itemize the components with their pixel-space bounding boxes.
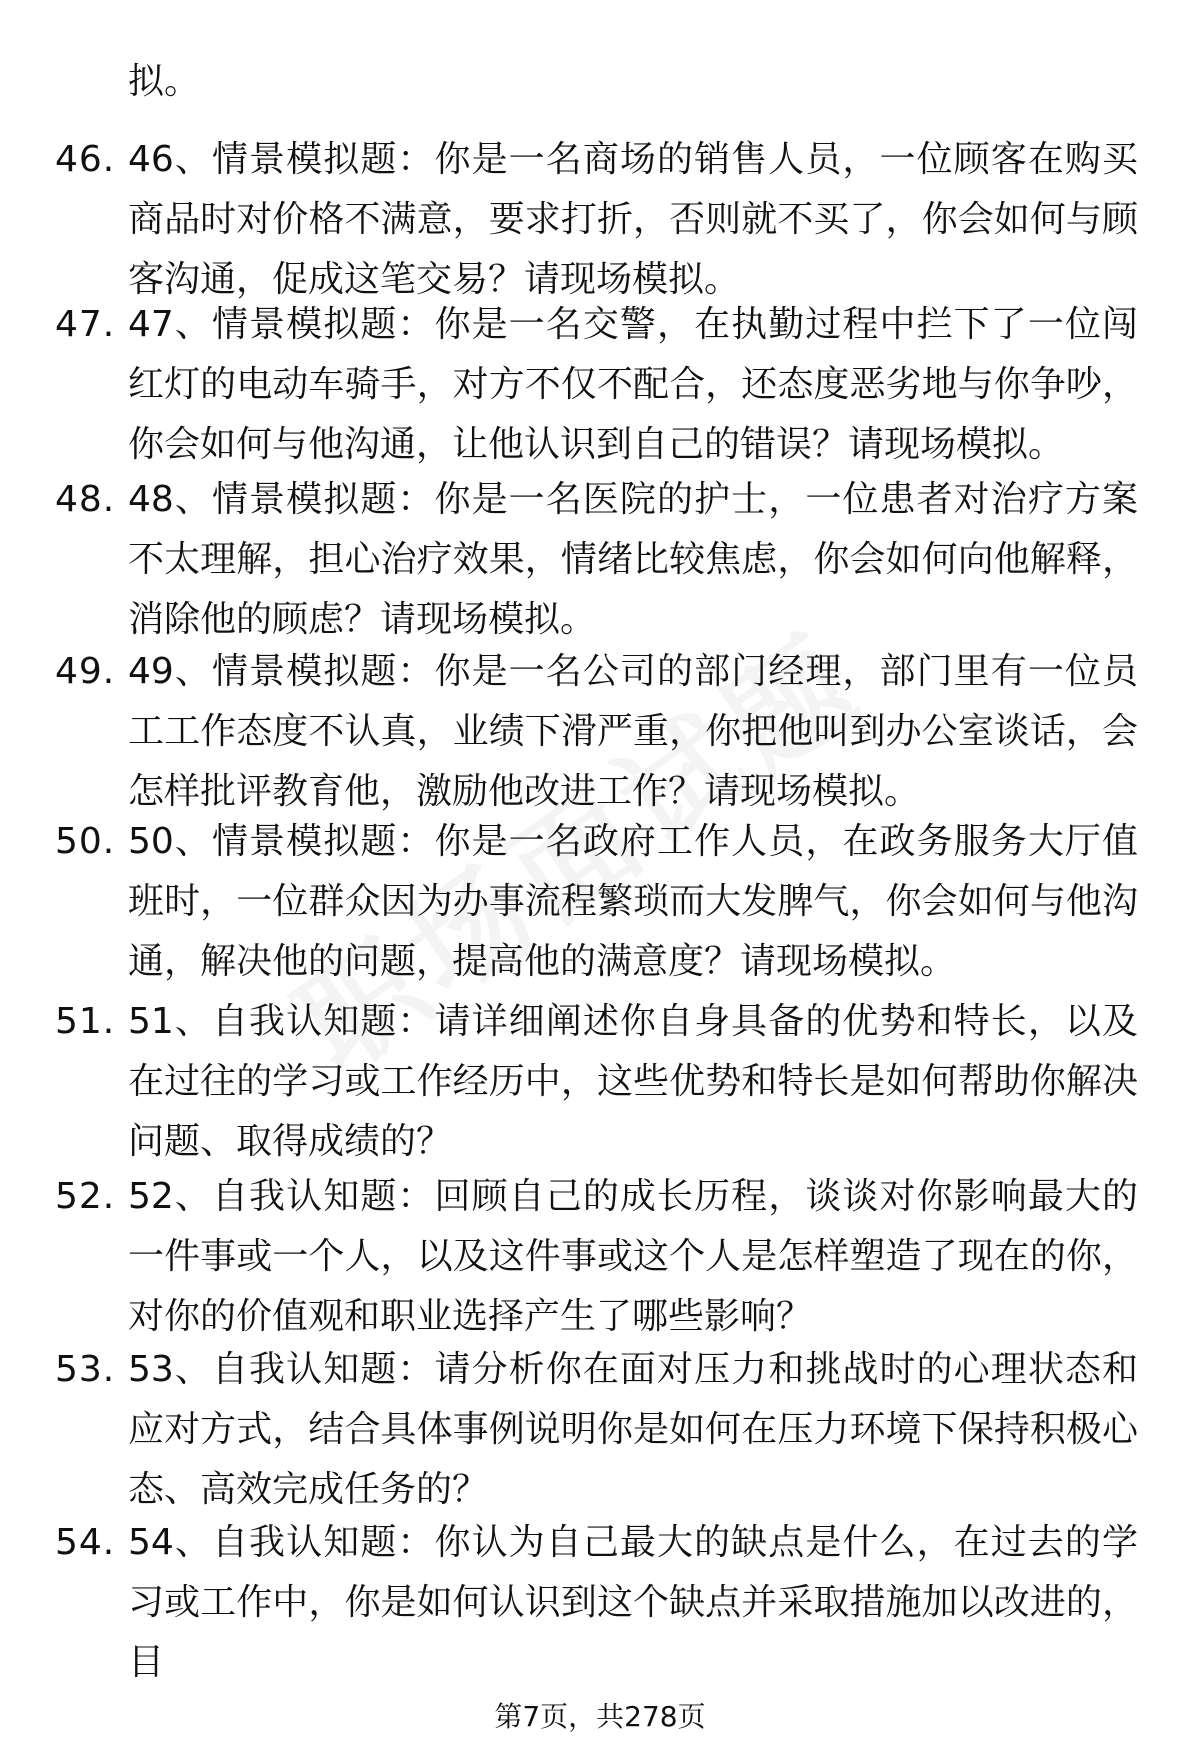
item-number: 46. <box>55 139 116 180</box>
item-text: 47、情景模拟题：你是一名交警，在执勤过程中拦下了一位闯红灯的电动车骑手，对方不仅不配合，还态度恶劣地与你争吵，你会如何与他沟通，让他认识到自己的错误？请现场模拟。 <box>128 304 1138 465</box>
item-number: 54. <box>55 1522 116 1563</box>
item-number: 53. <box>55 1349 116 1390</box>
item-text: 51、自我认知题：请详细阐述你自身具备的优势和特长，以及在过往的学习或工作经历中，这些优势和特长是如何帮助你解决问题、取得成绩的？ <box>128 1001 1138 1162</box>
item-number: 49. <box>55 651 116 692</box>
page-footer: 第7页，共278页 <box>494 1700 706 1733</box>
item-number: 48. <box>55 479 116 520</box>
item-number: 47. <box>55 304 116 345</box>
item-text: 48、情景模拟题：你是一名医院的护士，一位患者对治疗方案不太理解，担心治疗效果，情绪比较焦虑，你会如何向他解释，消除他的顾虑？请现场模拟。 <box>128 479 1138 640</box>
item-text: 53、自我认知题：请分析你在面对压力和挑战时的心理状态和应对方式，结合具体事例说明你是如何在压力环境下保持积极心态、高效完成任务的？ <box>128 1349 1138 1510</box>
item-text: 46、情景模拟题：你是一名商场的销售人员，一位顾客在购买商品时对价格不满意，要求打折，否则就不买了，你会如何与顾客沟通，促成这笔交易？请现场模拟。 <box>128 139 1138 300</box>
item-text: 49、情景模拟题：你是一名公司的部门经理，部门里有一位员工工作态度不认真，业绩下滑严重，你把他叫到办公室谈话，会怎样批评教育他，激励他改进工作？请现场模拟。 <box>128 651 1138 812</box>
item-number: 51. <box>55 1001 116 1042</box>
continuation-text: 拟。 <box>128 61 201 102</box>
item-text: 54、自我认知题：你认为自己最大的缺点是什么，在过去的学习或工作中，你是如何认识到这个缺点并采取措施加以改进的，目 <box>128 1522 1138 1683</box>
item-number: 52. <box>55 1176 116 1217</box>
item-text: 52、自我认知题：回顾自己的成长历程，谈谈对你影响最大的一件事或一个人，以及这件事或这个人是怎样塑造了现在的你，对你的价值观和职业选择产生了哪些影响？ <box>128 1176 1138 1337</box>
item-text: 50、情景模拟题：你是一名政府工作人员，在政务服务大厅值班时，一位群众因为办事流程繁琐而大发脾气，你会如何与他沟通，解决他的问题，提高他的满意度？请现场模拟。 <box>128 821 1138 982</box>
item-number: 50. <box>55 821 116 862</box>
